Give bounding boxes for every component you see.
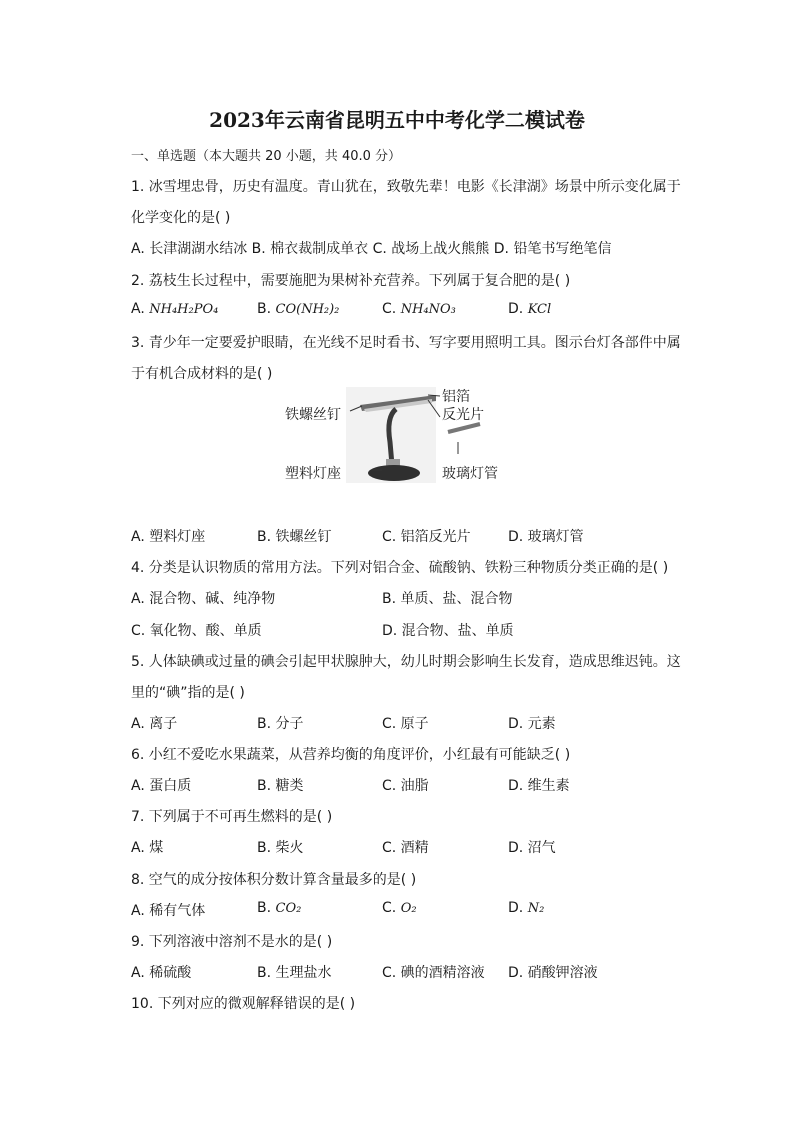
- label-glass-tube: 玻璃灯管: [442, 466, 498, 482]
- question-5-stem-cont: 里的“碘”指的是( ): [131, 685, 245, 701]
- option-c: C. 原子: [382, 716, 429, 732]
- option-b: B. 单质、盐、混合物: [382, 591, 513, 607]
- option-d: D. 混合物、盐、单质: [382, 623, 514, 639]
- question-1-options: A. 长津湖湖水结冰 B. 棉衣裁制成单衣 C. 战场上战火熊熊 D. 铅笔书写绝笔信: [131, 241, 612, 257]
- label-plastic-base: 塑料灯座: [285, 466, 341, 482]
- label-iron-screw: 铁螺丝钉: [285, 407, 341, 423]
- option-d: D. 元素: [508, 716, 556, 732]
- question-5-stem: 5. 人体缺碘或过量的碘会引起甲状腺肿大，幼儿时期会影响生长发育，造成思维迟钝。这: [131, 654, 681, 670]
- option-a: A. 混合物、碱、纯净物: [131, 591, 276, 607]
- option-c: C. 氧化物、酸、单质: [131, 623, 262, 639]
- option-c: C. O₂: [382, 900, 417, 916]
- section-heading: 一、单选题（本大题共 20 小题，共 40.0 分）: [131, 149, 402, 164]
- option-b: B. CO₂: [257, 900, 302, 916]
- option-a: A. 煤: [131, 840, 164, 856]
- option-b: B. 铁螺丝钉: [257, 529, 332, 545]
- option-a: A. 稀硫酸: [131, 965, 192, 981]
- option-b: B. CO(NH₂)₂: [257, 301, 340, 317]
- label-foil-1: 铝箔: [442, 389, 470, 405]
- question-1-stem: 1. 冰雪埋忠骨，历史有温度。青山犹在，致敬先辈！电影《长津湖》场景中所示变化属于: [131, 179, 681, 195]
- option-a: A. NH₄H₂PO₄: [131, 301, 219, 317]
- option-b: B. 糖类: [257, 778, 304, 794]
- option-d: D. KCl: [508, 301, 552, 317]
- option-d: D. 沼气: [508, 840, 556, 856]
- question-1-stem-cont: 化学变化的是( ): [131, 210, 231, 226]
- question-6-stem: 6. 小红不爱吃水果蔬菜，从营养均衡的角度评价，小红最有可能缺乏( ): [131, 747, 571, 763]
- option-c: C. 铝箔反光片: [382, 529, 471, 545]
- question-4-stem: 4. 分类是认识物质的常用方法。下列对铝合金、硫酸钠、铁粉三种物质分类正确的是( ): [131, 560, 669, 576]
- option-d: D. 维生素: [508, 778, 570, 794]
- question-2-stem: 2. 荔枝生长过程中，需要施肥为果树补充营养。下列属于复合肥的是( ): [131, 273, 571, 289]
- option-d: D. 硝酸钾溶液: [508, 965, 598, 981]
- option-d: D. 玻璃灯管: [508, 529, 584, 545]
- question-7-stem: 7. 下列属于不可再生燃料的是( ): [131, 809, 333, 825]
- page-title: 2023年云南省昆明五中中考化学二模试卷: [209, 108, 585, 132]
- option-c: C. 酒精: [382, 840, 429, 856]
- option-c: C. 油脂: [382, 778, 429, 794]
- option-a: A. 稀有气体: [131, 903, 206, 919]
- question-3-stem: 3. 青少年一定要爱护眼睛，在光线不足时看书、写字要用照明工具。图示台灯各部件中属: [131, 335, 681, 351]
- option-d: D. N₂: [508, 900, 545, 916]
- question-8-stem: 8. 空气的成分按体积分数计算含量最多的是( ): [131, 872, 417, 888]
- option-b: B. 柴火: [257, 840, 304, 856]
- option-c: C. 碘的酒精溶液: [382, 965, 485, 981]
- label-foil-2: 反光片: [442, 407, 484, 423]
- question-9-stem: 9. 下列溶液中溶剂不是水的是( ): [131, 934, 333, 950]
- option-b: B. 分子: [257, 716, 304, 732]
- option-a: A. 离子: [131, 716, 178, 732]
- option-c: C. NH₄NO₃: [382, 301, 456, 317]
- option-a: A. 蛋白质: [131, 778, 192, 794]
- option-b: B. 生理盐水: [257, 965, 332, 981]
- question-3-stem-cont: 于有机合成材料的是( ): [131, 366, 273, 382]
- question-10-stem: 10. 下列对应的微观解释错误的是( ): [131, 996, 356, 1012]
- desk-lamp-figure: [280, 384, 520, 488]
- option-a: A. 塑料灯座: [131, 529, 206, 545]
